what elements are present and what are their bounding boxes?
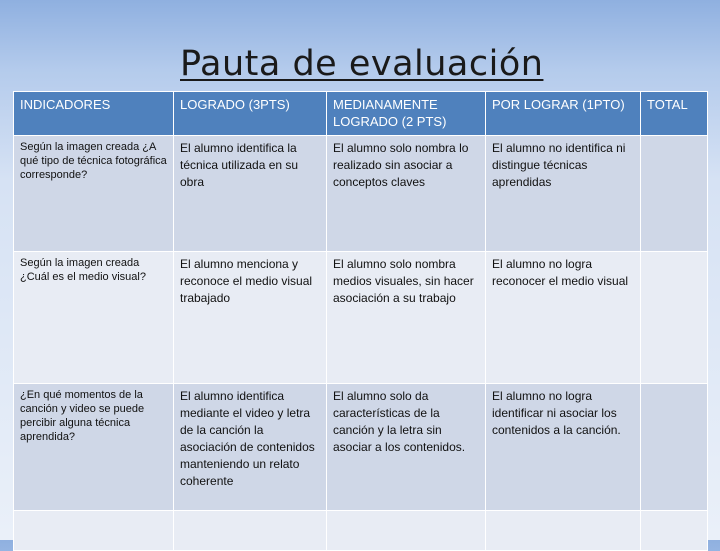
logrado-cell: El alumno menciona y reconoce el medio visual trabajado [174,252,327,384]
total-cell [641,384,708,511]
medianamente-cell: El alumno solo nombra lo realizado sin asociar a conceptos claves [327,136,486,252]
header-por-lograr: POR LOGRAR (1PTO) [486,92,641,136]
empty-cell [14,511,174,551]
indicator-cell: Según la imagen creada ¿A qué tipo de técnica fotográfica corresponde? [14,136,174,252]
table-row [14,384,708,511]
indicator-cell: Según la imagen creada ¿Cuál es el medio visual? [14,252,174,384]
logrado-cell: El alumno identifica la técnica utilizada en su obra [174,136,327,252]
table-row [14,136,708,252]
header-total: TOTAL [641,92,708,136]
empty-cell [486,511,641,551]
page-title: Pauta de evaluación [180,44,544,84]
medianamente-cell: El alumno solo nombra medios visuales, sin hacer asociación a su trabajo [327,252,486,384]
header-medianamente-logrado: MEDIANAMENTE LOGRADO (2 PTS) [327,92,486,136]
por-lograr-cell: El alumno no logra identificar ni asociar los contenidos a la canción. [486,384,641,511]
por-lograr-cell: El alumno no logra reconocer el medio visual [486,252,641,384]
empty-cell [174,511,327,551]
table-header-row [14,92,708,136]
empty-cell [327,511,486,551]
medianamente-cell: El alumno solo da características de la canción y la letra sin asociar a los contenidos. [327,384,486,511]
table-row-empty [14,511,708,551]
total-cell [641,136,708,252]
logrado-cell: El alumno identifica mediante el video y letra de la canción la asociación de contenidos manteniendo un relato coherente [174,384,327,511]
total-cell [641,252,708,384]
por-lograr-cell: El alumno no identifica ni distingue técnicas aprendidas [486,136,641,252]
header-logrado: LOGRADO (3PTS) [174,92,327,136]
empty-cell [641,511,708,551]
header-indicadores: INDICADORES [14,92,174,136]
table-row [14,252,708,384]
indicator-cell: ¿En qué momentos de la canción y video se puede percibir alguna técnica aprendida? [14,384,174,511]
evaluation-rubric-table [13,91,708,551]
